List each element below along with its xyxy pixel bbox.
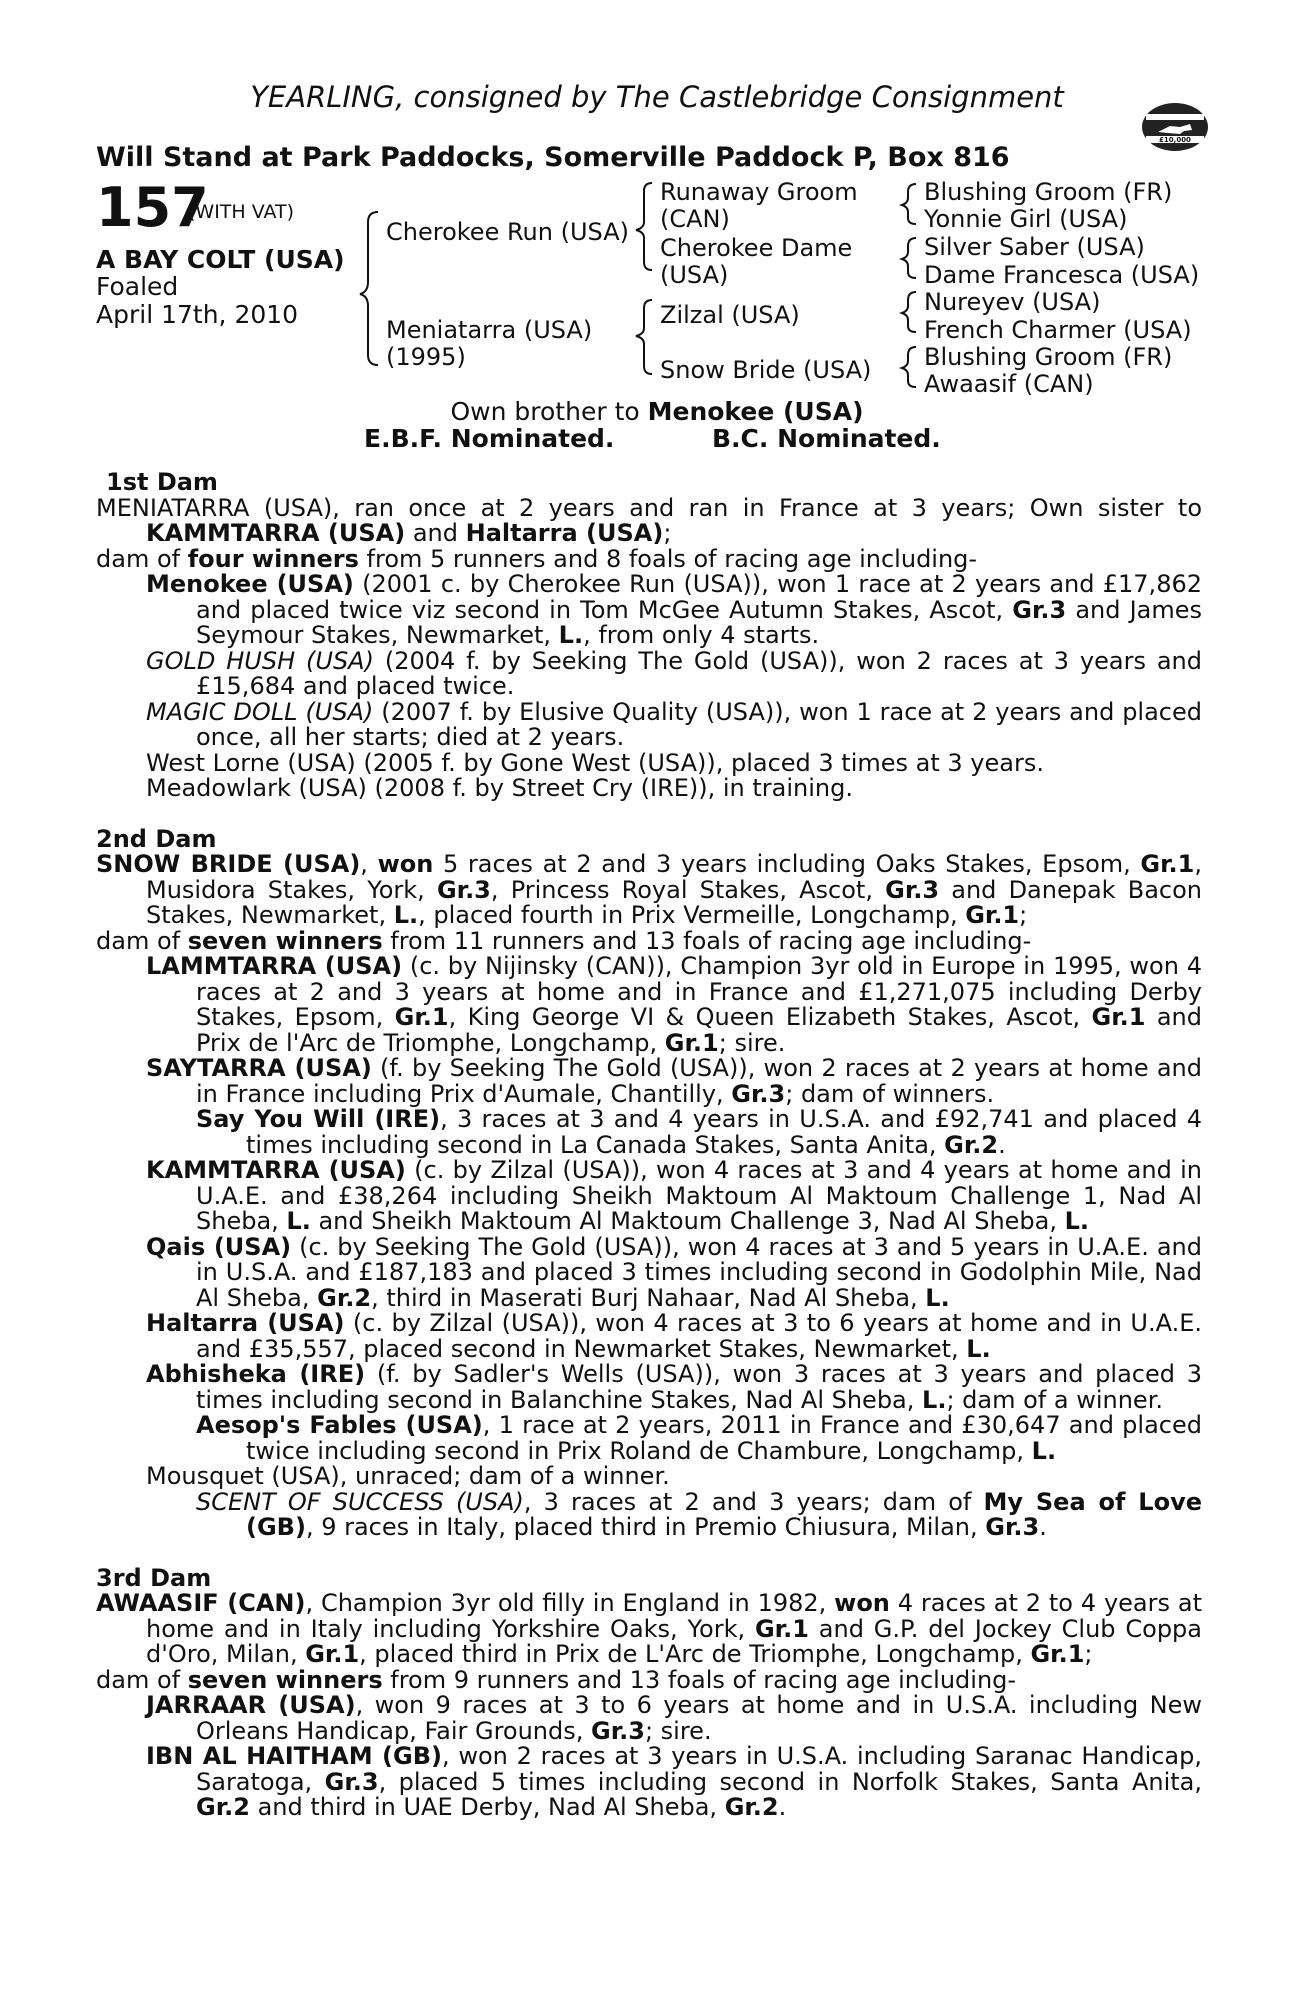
own-brother-note: Own brother to Menokee (USA): [450, 397, 864, 426]
produce-scent-of-success: SCENT OF SUCCESS (USA), 3 races at 2 and 3 years; dam of My Sea of Love (GB), 9 races in Italy, placed third in Premio Chiusura, Milan, Gr.3.: [196, 1487, 1202, 1541]
produce-west-lorne: West Lorne (USA) (2005 f. by Gone West (USA)), placed 3 times at 3 years.: [146, 748, 1044, 777]
produce-saytarra: SAYTARRA (USA) (f. by Seeking The Gold (USA)), won 2 races at 2 years at home and in France including Prix d'Aumale, Chantilly, Gr.3; dam of winners.: [146, 1054, 1203, 1108]
produce-aesops-fables: Aesop's Fables (USA), 1 race at 2 years, 2011 in France and £30,647 and placed twice including second in Prix Roland de Chambure, Longchamp, L.: [196, 1411, 1202, 1465]
first-dam-produce-summary: dam of four winners from 5 runners and 8 foals of racing age including-: [96, 544, 978, 573]
produce-ibn-al-haitham: IBN AL HAITHAM (GB), won 2 races at 3 years in U.S.A. including Saranac Handicap, Saratoga, Gr.3, placed 5 times including second in Norfolk Stakes, Santa Anita, Gr.2 and third in UAE Derby, Nad Al Sheba, Gr.2.: [146, 1742, 1203, 1821]
third-dam-produce-summary: dam of seven winners from 9 runners and 13 foals of racing age including-: [96, 1665, 1017, 1694]
pedigree-gen3-2: Yonnie Girl (USA): [924, 205, 1128, 233]
second-dam-produce-summary: dam of seven winners from 11 runners and 13 foals of racing age including-: [96, 926, 1032, 955]
produce-menokee: Menokee (USA) (2001 c. by Cherokee Run (USA)), won 1 race at 2 years and £17,862 and placed twice viz second in Tom McGee Autumn Stakes, Ascot, Gr.3 and James Seymour Stakes, Newmarket, L., from only 4 starts.: [146, 570, 1202, 649]
produce-kammtarra: KAMMTARRA (USA) (c. by Zilzal (USA)), won 4 races at 3 and 4 years at home and in U.A.E. and £38,264 including Sheikh Maktoum Al Maktoum Challenge 1, Nad Al Sheba, L. and Sheikh Maktoum Al Maktoum Challenge 3, Nad Al Sheba, L.: [146, 1156, 1202, 1235]
second-dam-entry: SNOW BRIDE (USA), won 5 races at 2 and 3 years including Oaks Stakes, Epsom, Gr.1, Musidora Stakes, York, Gr.3, Princess Royal Stakes, Ascot, Gr.3 and Danepak Bacon Stakes, Newmarket, L., placed fourth in Prix Vermeille, Longchamp, Gr.1;: [96, 850, 1203, 929]
produce-meadowlark: Meadowlark (USA) (2008 f. by Street Cry (IRE)), in training.: [146, 774, 854, 802]
pedigree-sire-dam-country: (USA): [660, 261, 729, 289]
catalogue-body: [96, 470, 1202, 1821]
produce-say-you-will: Say You Will (IRE), 3 races at 3 and 4 years in U.S.A. and £92,741 and placed 4 times including second in La Canada Stakes, Santa Anita, Gr.2.: [196, 1105, 1202, 1159]
produce-abhisheka: Abhisheka (IRE) (f. by Sadler's Wells (USA)), won 3 races at 3 years and placed 3 times including second in Balanchine Stakes, Nad Al Sheba, L.; dam of a winner.: [146, 1360, 1203, 1414]
pedigree-sire-sire-country: (CAN): [660, 205, 730, 233]
vat-note: (WITH VAT): [188, 201, 295, 223]
ebf-nominated: E.B.F. Nominated.: [364, 424, 615, 453]
horse-description: A BAY COLT (USA): [96, 245, 345, 274]
third-dam-heading: 3rd Dam: [96, 1563, 212, 1592]
first-dam-entry: MENIATARRA (USA), ran once at 2 years and ran in France at 3 years; Own sister to KAMMTARRA (USA) and Haltarra (USA);: [96, 493, 1202, 547]
pedigree-gen3-8: Awaasif (CAN): [924, 370, 1094, 398]
pedigree-gen3-6: French Charmer (USA): [924, 316, 1192, 344]
pedigree-gen3-3: Silver Saber (USA): [924, 233, 1145, 261]
pedigree-sire: Cherokee Run (USA): [386, 218, 629, 246]
third-dam-entry: AWAASIF (CAN), Champion 3yr old filly in England in 1982, won 4 races at 2 to 4 years at home and in Italy including Yorkshire Oaks, York, Gr.1 and G.P. del Jockey Club Coppa d'Oro, Milan, Gr.1, placed third in Prix de L'Arc de Triomphe, Longchamp, Gr.1;: [96, 1589, 1203, 1668]
lot-number: 157: [96, 176, 209, 239]
pedigree-dam-sire: Zilzal (USA): [660, 301, 800, 329]
bc-nominated: B.C. Nominated.: [712, 424, 941, 453]
foaled-date: April 17th, 2010: [96, 300, 299, 329]
svg-text:£10,000: £10,000: [1159, 136, 1191, 144]
produce-jarraar: JARRAAR (USA), won 9 races at 3 to 6 years at home and in U.S.A. including New Orleans Handicap, Fair Grounds, Gr.3; sire.: [146, 1691, 1203, 1745]
pedigree-gen3-7: Blushing Groom (FR): [924, 343, 1173, 371]
stand-location: Will Stand at Park Paddocks, Somerville Paddock P, Box 816: [96, 142, 1010, 173]
pedigree-gen3-4: Dame Francesca (USA): [924, 261, 1200, 289]
pedigree-sire-sire: Runaway Groom: [660, 178, 858, 206]
consignment-heading: YEARLING, consigned by The Castlebridge Consignment: [250, 80, 1064, 114]
pedigree-dam: Meniatarra (USA): [386, 316, 593, 344]
produce-gold-hush: GOLD HUSH (USA) (2004 f. by Seeking The Gold (USA)), won 2 races at 3 years and £15,684 and placed twice.: [146, 646, 1203, 700]
produce-qais: Qais (USA) (c. by Seeking The Gold (USA)), won 4 races at 3 and 5 years in U.A.E. and in U.S.A. and £187,183 and placed 3 times including second in Godolphin Mile, Nad Al Sheba, Gr.2, third in Maserati Burj Nahaar, Nad Al Sheba, L.: [146, 1232, 1202, 1312]
produce-mousquet: Mousquet (USA), unraced; dam of a winner.: [146, 1462, 670, 1490]
pedigree-sire-dam: Cherokee Dame: [660, 234, 853, 262]
second-dam-heading: 2nd Dam: [96, 824, 217, 853]
pedigree-dam-year: (1995): [386, 343, 466, 371]
pedigree-dam-dam: Snow Bride (USA): [660, 356, 872, 384]
first-dam-heading: 1st Dam: [106, 468, 218, 496]
produce-haltarra: Haltarra (USA) (c. by Zilzal (USA)), won 4 races at 3 to 6 years at home and in U.A.E. and £35,557, placed second in Newmarket Stakes, Newmarket, L.: [146, 1309, 1202, 1363]
pedigree-gen3-1: Blushing Groom (FR): [924, 178, 1173, 206]
produce-lammtarra: LAMMTARRA (USA) (c. by Nijinsky (CAN)), Champion 3yr old in Europe in 1995, won 4 races at 2 and 3 years at home and in France and £1,271,075 including Derby Stakes, Epsom, Gr.1, King George VI & Queen Elizabeth Stakes, Ascot, Gr.1 and Prix de l'Arc de Triomphe, Longchamp, Gr.1; sire.: [146, 952, 1203, 1057]
pedigree-gen3-5: Nureyev (USA): [924, 288, 1101, 316]
foaled-label: Foaled: [96, 272, 179, 301]
produce-magic-doll: MAGIC DOLL (USA) (2007 f. by Elusive Quality (USA)), won 1 race at 2 years and placed once, all her starts; died at 2 years.: [146, 697, 1203, 751]
